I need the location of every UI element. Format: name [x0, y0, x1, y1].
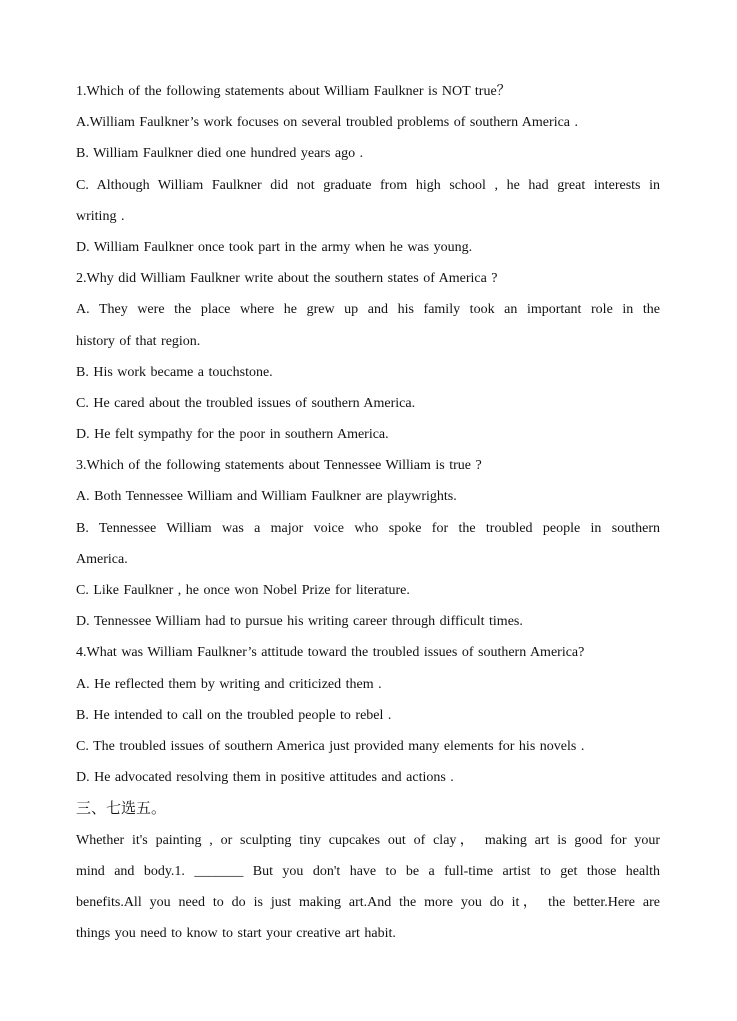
question-1-option-a: A.William Faulkner’s work focuses on several troubled problems of southern America .: [76, 115, 579, 131]
passage-line: benefits.All you need to do is just making art.And the more you do it， the better.Here are: [76, 894, 660, 910]
document-body: [76, 80, 660, 953]
question-2-stem: 2.Why did William Faulkner write about the southern states of America ?: [76, 271, 498, 287]
section-heading: 三、七选五。: [76, 801, 167, 818]
passage-line: Whether it's painting , or sculpting tiny cupcakes out of clay， making art is good for your: [76, 832, 660, 848]
question-3-stem: 3.Which of the following statements about Tennessee William is true ?: [76, 458, 482, 474]
question-1-stem: 1.Which of the following statements about William Faulkner is NOT true？: [76, 84, 511, 99]
question-3-option-a: A. Both Tennessee William and William Faulkner are playwrights.: [76, 489, 457, 505]
question-4-option-d: D. He advocated resolving them in positive attitudes and actions .: [76, 770, 454, 786]
question-2-option-a-continuation: history of that region.: [76, 333, 201, 349]
question-2-option-b: B. His work became a touchstone.: [76, 364, 273, 380]
passage-line: things you need to know to start your creative art habit.: [76, 926, 396, 942]
question-1-option-b: B. William Faulkner died one hundred years ago .: [76, 146, 364, 162]
question-4-option-c: C. The troubled issues of southern America just provided many elements for his novels .: [76, 738, 585, 754]
question-2-option-a: A. They were the place where he grew up and his family took an important role in the: [76, 302, 660, 318]
question-4-option-b: B. He intended to call on the troubled people to rebel .: [76, 707, 392, 723]
question-3-option-c: C. Like Faulkner , he once won Nobel Prize for literature.: [76, 583, 410, 598]
question-4-stem: 4.What was William Faulkner’s attitude toward the troubled issues of southern America?: [76, 645, 585, 661]
question-3-option-b: B. Tennessee William was a major voice who spoke for the troubled people in southern: [76, 520, 660, 536]
question-2-option-d: D. He felt sympathy for the poor in southern America.: [76, 427, 389, 443]
question-1-option-d: D. William Faulkner once took part in the army when he was young.: [76, 239, 473, 255]
question-2-option-c: C. He cared about the troubled issues of southern America.: [76, 395, 416, 411]
question-3-option-d: D. Tennessee William had to pursue his writing career through difficult times.: [76, 614, 523, 630]
question-1-option-c: C. Although William Faulkner did not graduate from high school , he had great interests in: [76, 177, 660, 193]
question-1-option-c-continuation: writing .: [76, 208, 125, 224]
passage-line: mind and body.1. _______ But you don't have to be a full-time artist to get those health: [76, 863, 660, 879]
question-4-option-a: A. He reflected them by writing and criticized them .: [76, 676, 382, 692]
question-3-option-b-continuation: America.: [76, 551, 128, 567]
